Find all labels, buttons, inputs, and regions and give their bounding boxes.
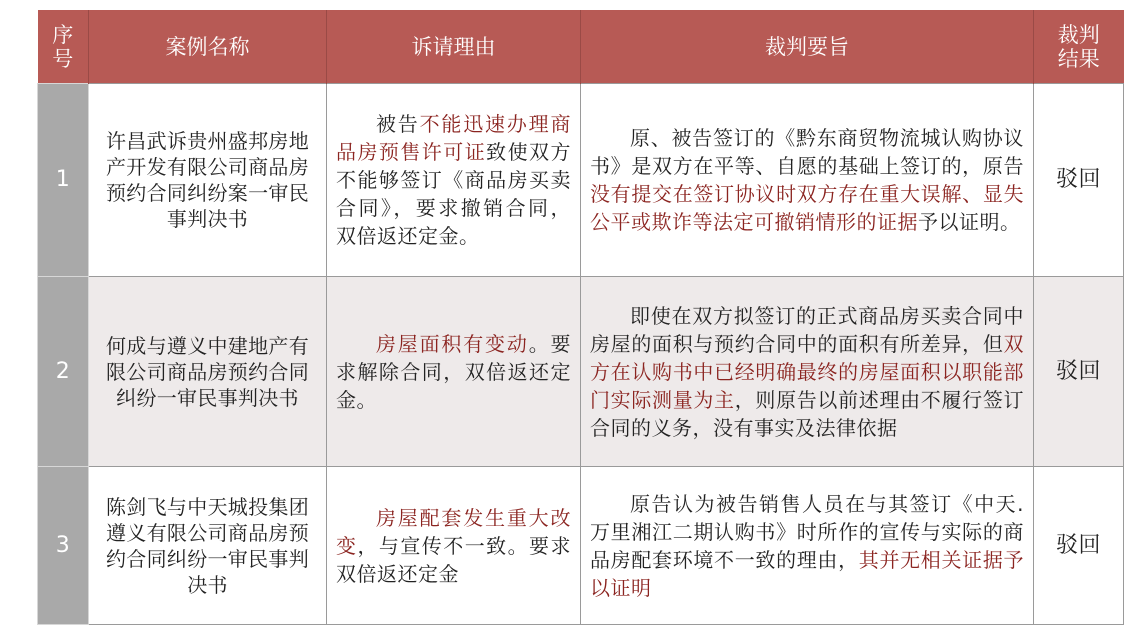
claim-reason — [327, 84, 581, 277]
header-num-line2: 号 — [52, 46, 74, 71]
ruling-summary-text — [590, 490, 1024, 602]
ruling-summary-text — [590, 302, 1024, 442]
highlighted-text: 没有提交在签订协议时双方存在重大误解、显失公平或欺诈等法定可撤销情形的证据 — [590, 182, 1024, 234]
claim-reason — [327, 467, 581, 625]
header-num — [38, 10, 89, 84]
text-run: ，则原告以前述理由不履行签订合同的义务，没有事实及法律依据 — [590, 387, 1025, 440]
claim-reason-text — [336, 110, 571, 250]
header-result-line1: 裁判 — [1057, 22, 1100, 47]
header-num-line1: 序 — [52, 22, 74, 47]
header-result — [1034, 10, 1124, 84]
row-number: 2 — [38, 277, 89, 467]
header-reason: 诉请理由 — [327, 10, 581, 84]
header-name: 案例名称 — [89, 10, 327, 84]
table-row — [38, 84, 1124, 277]
ruling-result: 驳回 — [1034, 277, 1124, 467]
highlighted-text: 不能迅速办理商品房预售许可证 — [336, 112, 571, 164]
ruling-summary — [581, 467, 1034, 625]
text-run: ，与宣传不一致。要求双倍返还定金 — [336, 533, 572, 586]
ruling-summary — [581, 84, 1034, 277]
claim-reason-text — [336, 504, 571, 588]
ruling-summary-text — [590, 124, 1024, 236]
text-run: 予以证明。 — [918, 210, 1021, 234]
text-run: 被告 — [376, 112, 420, 136]
highlighted-text: 其并无相关证据予以证明 — [590, 547, 1025, 600]
case-name: 陈剑飞与中天城投集团遵义有限公司商品房预约合同纠纷一审民事判决书 — [89, 467, 327, 625]
claim-reason-text — [336, 330, 571, 414]
table-row — [38, 277, 1124, 467]
ruling-result: 驳回 — [1034, 84, 1124, 277]
text-run: 即使在双方拟签订的正式商品房买卖合同中房屋的面积与预约合同中的面积有所差异，但 — [590, 303, 1024, 356]
row-number: 3 — [38, 467, 89, 625]
text-run: 致使双方不能够签订《商品房买卖合同》，要求撤销合同，双倍返还定金。 — [336, 140, 572, 248]
claim-reason — [327, 277, 581, 467]
highlighted-text: 房屋面积有变动 — [376, 331, 529, 356]
table-row — [38, 467, 1124, 625]
header-result-line2: 结果 — [1057, 46, 1100, 71]
highlighted-text: 双方在认购书中已经明确最终的房屋面积以职能部门实际测量为主 — [590, 331, 1024, 412]
case-name: 许昌武诉贵州盛邦房地产开发有限公司商品房预约合同纠纷案一审民事判决书 — [89, 84, 327, 277]
table-header-row — [38, 10, 1124, 84]
header-ruling: 裁判要旨 — [581, 10, 1034, 84]
case-table — [37, 10, 1124, 625]
text-run: 原告认为被告销售人员在与其签订《中天.万里湘江二期认购书》时所作的宣传与实际的商品房配套环境不一致的理由， — [590, 491, 1024, 572]
ruling-result: 驳回 — [1034, 467, 1124, 625]
row-number: 1 — [38, 84, 89, 277]
highlighted-text: 房屋配套发生重大改变 — [336, 505, 571, 558]
ruling-summary — [581, 277, 1034, 467]
text-run: 。要求解除合同，双倍返还定金。 — [336, 331, 571, 412]
case-name: 何成与遵义中建地产有限公司商品房预约合同纠纷一审民事判决书 — [89, 277, 327, 467]
text-run: 原、被告签订的《黔东商贸物流城认购协议书》是双方在平等、自愿的基础上签订的，原告 — [590, 126, 1024, 178]
